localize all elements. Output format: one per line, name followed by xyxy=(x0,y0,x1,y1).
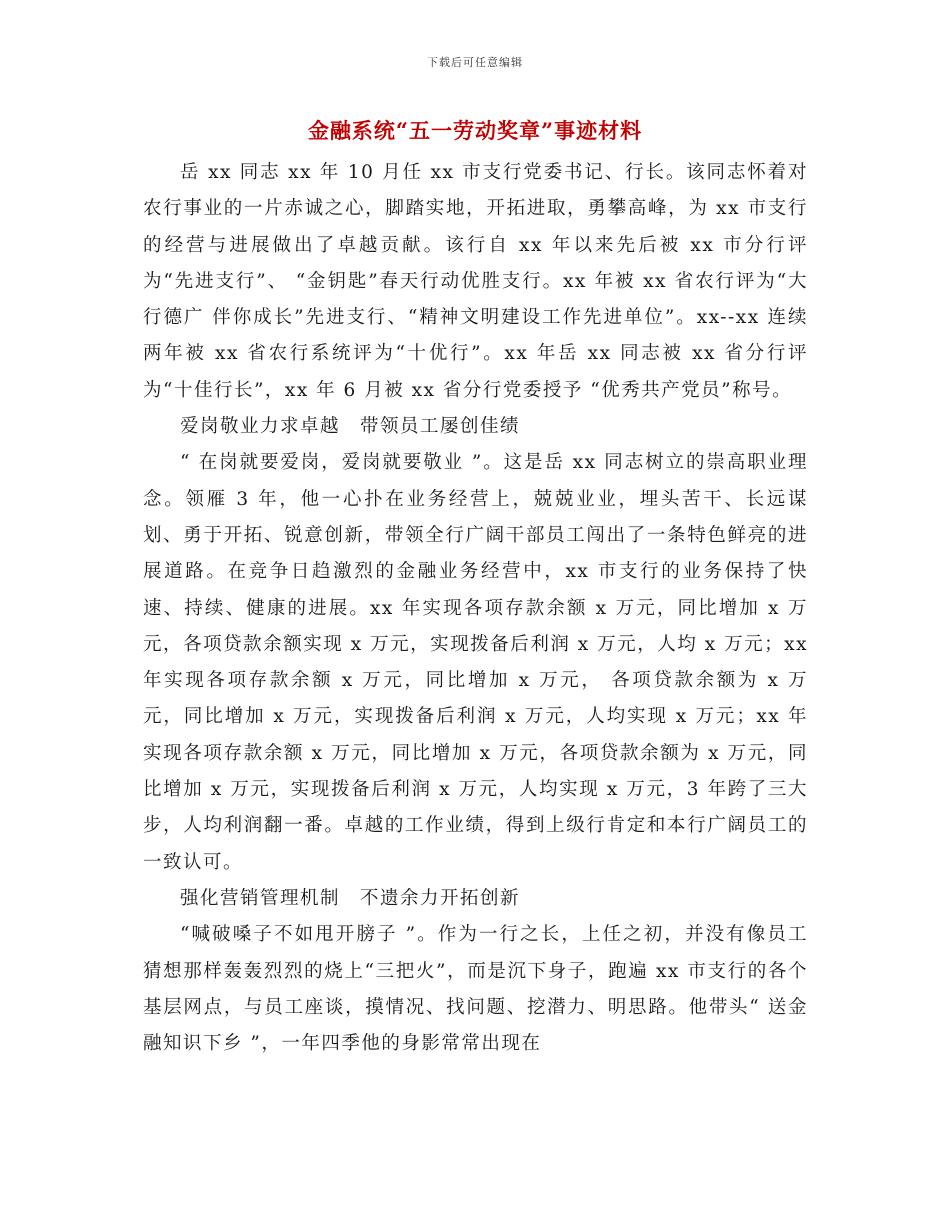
section-heading-dedication: 爱岗敬业力求卓越 带领员工屡创佳绩 xyxy=(180,416,521,438)
document-title: 金融系统“五一劳动奖章”事迹材料 xyxy=(307,118,643,143)
paragraph-marketing: “喊破嗓子不如甩开膀子 ”。作为一行之长，上任之初，并没有像员工猜想那样轰轰烈烈的烧上“三把火”，而是沉下身子，跑遍 xx 市支行的各个基层网点，与员工座谈，摸情况、找问题、挖潜力、明思路。他带头“ 送金融知识下乡 ”，一年四季他的身影常常出现在 xyxy=(143,924,808,1055)
document-body xyxy=(143,155,808,1062)
paragraph-dedication: “ 在岗就要爱岗，爱岗就要敬业 ”。这是岳 xx 同志树立的崇高职业理念。领雁 3 年，他一心扑在业务经营上，兢兢业业，埋头苦干、长远谋划、勇于开拓、锐意创新，带领全行广阔干部员工闯出了一条特色鲜亮的进展道路。在竞争日趋激烈的金融业务经营中，xx 市支行的业务保持了快速、持续、健康的进展。xx 年实现各项存款余额 x 万元，同比增加 x 万元，各项贷款余额实现 x 万元，实现拨备后利润 x 万元，人均 x 万元；xx 年实现各项存款余额 x 万元，同比增加 x 万元， 各项贷款余额为 x 万元，同比增加 x 万元，实现拨备后利润 x 万元，人均实现 x 万元；xx 年实现各项存款余额 x 万元，同比增加 x 万元，各项贷款余额为 x 万元，同比增加 x 万元，实现拨备后利润 x 万元，人均实现 x 万元，3 年跨了三大步，人均利润翻一番。卓越的工作业绩，得到上级行肯定和本行广阔员工的一致认可。 xyxy=(143,452,808,873)
paragraph-intro: 岳 xx 同志 xx 年 10 月任 xx 市支行党委书记、行长。该同志怀着对农行事业的一片赤诚之心，脚踏实地，开拓进取，勇攀高峰，为 xx 市支行的经营与进展做出了卓越贡献。该行自 xx 年以来先后被 xx 市分行评为“先进支行”、 “金钥匙”春天行动优胜支行。xx 年被 xx 省农行评为“大行德广 伴你成长”先进支行、“精神文明建设工作先进单位”。xx--xx 连续两年被 xx 省农行系统评为“十优行”。xx 年岳 xx 同志被 xx 省分行评为“十佳行长”，xx 年 6 月被 xx 省分行党委授予 “优秀共产党员”称号。 xyxy=(143,162,808,401)
section-heading-marketing: 强化营销管理机制 不遗余力开拓创新 xyxy=(180,887,521,909)
header-note: 下载后可任意编辑 xyxy=(427,56,523,69)
